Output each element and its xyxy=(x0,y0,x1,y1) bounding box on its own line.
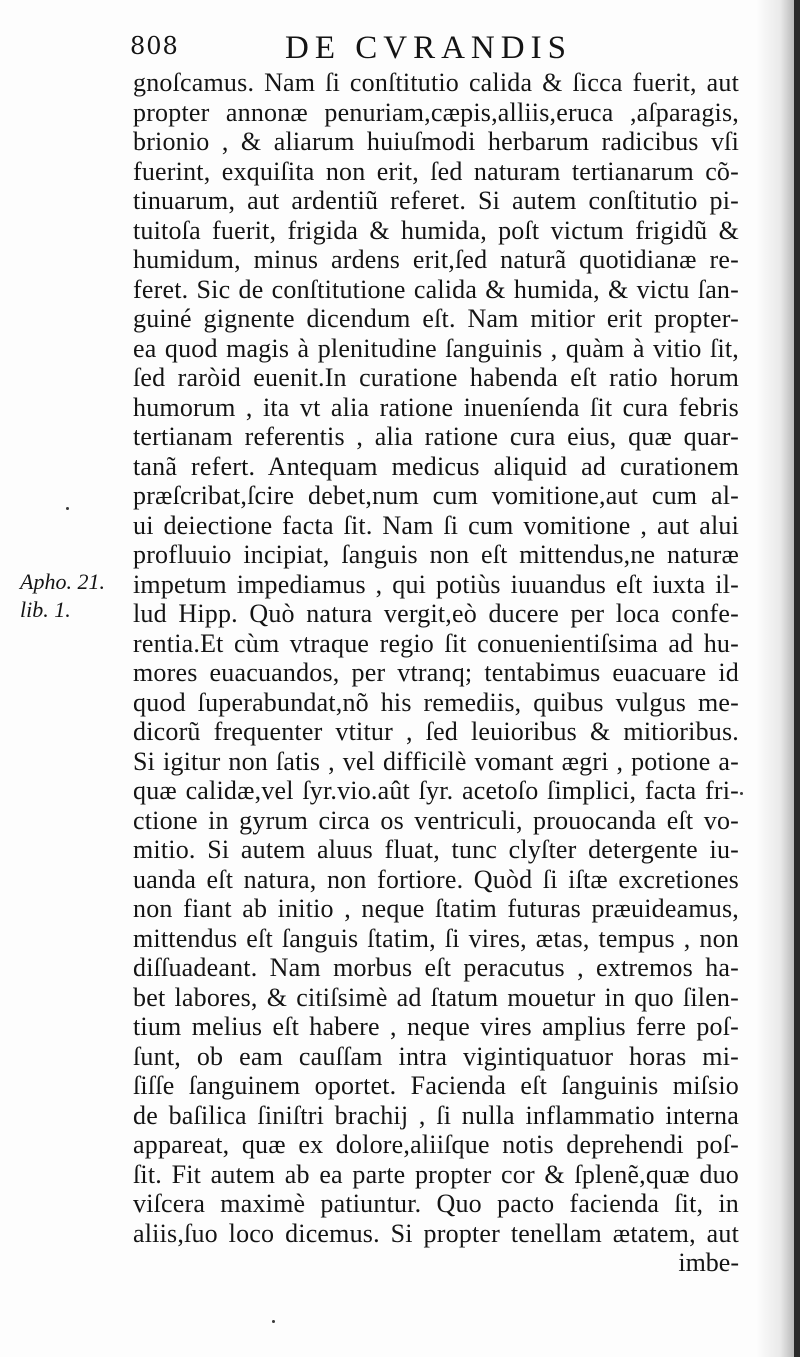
text-line: tanã refert. Antequam medicus aliquid ad curationem xyxy=(133,451,739,481)
text-line: ctione in gyrum circa os ventriculi, prouocanda eſt vo- xyxy=(133,805,739,835)
text-line: humidum, minus ardens erit,ſed naturã quotidianæ re- xyxy=(133,245,739,274)
text-line: ſed raròid euenit.In curatione habenda eſt ratio horum xyxy=(133,363,739,392)
text-line: bet labores, & citiſsimè ad ſtatum mouetur in quo ſilen- xyxy=(133,982,739,1012)
text-line: quod ſuperabundat,nõ his remediis, quibus vulgus me- xyxy=(133,687,739,717)
page-edge-border xyxy=(794,0,800,1357)
text-line: ſunt, ob eam cauſſam intra vigintiquatuor horas mi- xyxy=(133,1041,739,1071)
text-line: non fiant ab initio , neque ſtatim futuras præuideamus, xyxy=(133,894,739,923)
ink-speck xyxy=(272,1320,275,1323)
text-line: ſit. Fit autem ab ea parte propter cor & ſplenẽ,quæ duo xyxy=(133,1159,739,1189)
running-head: DE CVRANDIS xyxy=(285,30,572,66)
text-line: lud Hipp. Quò natura vergit,eò ducere per loca confe- xyxy=(133,599,739,628)
text-line: Si igitur non ſatis , vel difficilè vomant ægri , potione a- xyxy=(133,746,739,776)
page-header xyxy=(130,30,740,70)
text-line: tertianam referentis , alia ratione cura eius, quæ quar- xyxy=(133,422,739,451)
text-line: profluuio incipiat, ſanguis non eſt mittendus,ne naturæ xyxy=(133,540,739,569)
ink-speck xyxy=(740,792,743,795)
text-line: tuitoſa fuerit, frigida & humida, poſt victum frigidũ & xyxy=(133,215,739,245)
text-line: propter annonæ penuriam,cæpis,alliis,eruca ,aſparagis, xyxy=(133,97,739,127)
text-line: mitio. Si autem aluus fluat, tunc clyſter detergente iu- xyxy=(133,835,739,864)
text-line: mittendus eſt ſanguis ſtatim, ſi vires, ætas, tempus , non xyxy=(133,923,739,953)
marginal-note-line: Apho. 21. xyxy=(20,569,105,594)
text-line: guiné gignente dicendum eſt. Nam mitior erit propter- xyxy=(133,304,739,333)
page-number: 808 xyxy=(130,32,179,60)
text-line: ui deiectione facta ſit. Nam ſi cum vomitione , aut alui xyxy=(133,510,739,540)
text-line: aliis,ſuo loco dicemus. Si propter tenellam ætatem, aut xyxy=(133,1218,739,1248)
catchword: imbe- xyxy=(678,1248,739,1277)
text-line: brionio , & aliarum huiuſmodi herbarum radicibus vſi xyxy=(133,127,739,156)
body-text xyxy=(133,68,739,1278)
text-line: gnoſcamus. Nam ſi conſtitutio calida & ſicca fuerit, aut xyxy=(133,68,739,97)
text-line: tium melius eſt habere , neque vires amplius ferre poſ- xyxy=(133,1012,739,1041)
text-line: humorum , ita vt alia ratione inueníenda ſit cura febris xyxy=(133,392,739,422)
marginal-note-line: lib. 1. xyxy=(20,597,71,622)
text-line: uanda eſt natura, non fortiore. Quòd ſi iſtæ excretiones xyxy=(133,864,739,894)
text-line: mores euacuandos, per vtranq; tentabimus euacuare id xyxy=(133,658,739,687)
text-line: diſſuadeant. Nam morbus eſt peracutus , extremos ha- xyxy=(133,953,739,982)
text-line: impetum impediamus , qui potiùs iuuandus eſt iuxta il- xyxy=(133,569,739,599)
marginal-note xyxy=(20,568,105,624)
ink-speck xyxy=(66,507,69,510)
text-line: præſcribat,ſcire debet,num cum vomitione,aut cum al- xyxy=(133,481,739,510)
text-line: viſcera maximè patiuntur. Quo pacto facienda ſit, in xyxy=(133,1189,739,1218)
text-line: de baſilica ſiniſtri brachij , ſi nulla inflammatio interna xyxy=(133,1100,739,1130)
text-line: ea quod magis à plenitudine ſanguinis , quàm à vitio ſit, xyxy=(133,333,739,363)
text-line: quæ calidæ,vel ſyr.vio.aût ſyr. acetoſo ſimplici, facta fri- xyxy=(133,776,739,805)
text-line: fuerint, exquiſita non erit, ſed naturam tertianarum cõ- xyxy=(133,156,739,186)
text-line: ſiſſe ſanguinem oportet. Facienda eſt ſanguinis miſsio xyxy=(133,1071,739,1100)
text-line: appareat, quæ ex dolore,aliiſque notis deprehendi poſ- xyxy=(133,1130,739,1159)
text-line: feret. Sic de conſtitutione calida & humida, & victu ſan- xyxy=(133,274,739,304)
text-line: rentia.Et cùm vtraque regio ſit conuenientiſsima ad hu- xyxy=(133,628,739,658)
text-line: tinuarum, aut ardentiũ referet. Si autem conſtitutio pi- xyxy=(133,186,739,215)
text-line: dicorũ frequenter vtitur , ſed leuioribus & mitioribus. xyxy=(133,717,739,746)
